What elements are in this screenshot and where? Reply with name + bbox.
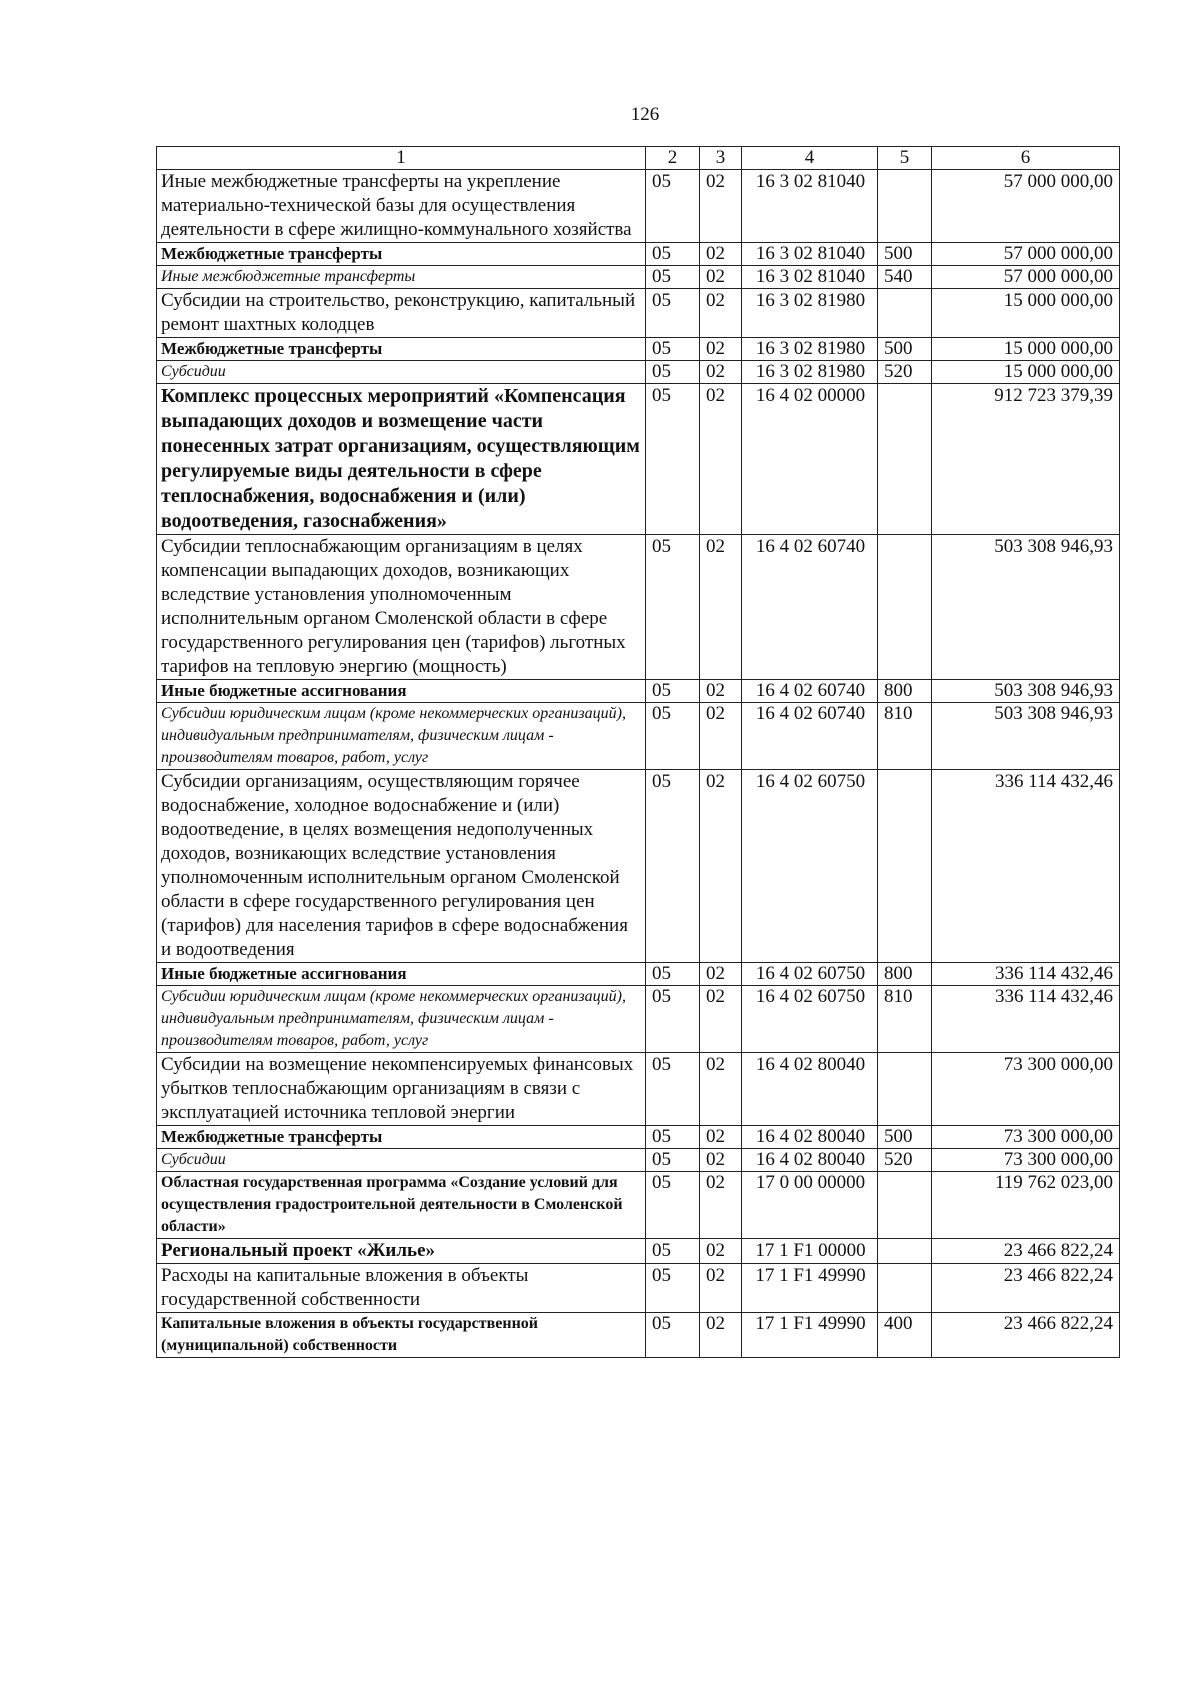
row-target-code: 16 4 02 60750: [742, 986, 878, 1053]
row-section-code: 05: [646, 1053, 700, 1126]
row-target-code: 16 3 02 81980: [742, 361, 878, 384]
table-row: [157, 1053, 1120, 1126]
row-section-code: 05: [646, 289, 700, 338]
row-amount: 15 000 000,00: [932, 338, 1120, 361]
table-row: [157, 1172, 1120, 1239]
row-subsection-code: 02: [700, 963, 742, 986]
table-row: [157, 1313, 1120, 1358]
row-name: Комплекс процессных мероприятий «Компенсация выпадающих доходов и возмещение части понесенных затрат организациям, осуществляющим регулируемые виды деятельности в сфере теплоснабжения, водоснабжения и (или) водоотведения, газоснабжения»: [157, 384, 646, 535]
row-subsection-code: 02: [700, 1053, 742, 1126]
row-amount: 15 000 000,00: [932, 289, 1120, 338]
row-expense-type-code: [878, 1264, 932, 1313]
row-expense-type-code: 520: [878, 361, 932, 384]
row-subsection-code: 02: [700, 1126, 742, 1149]
row-name: Межбюджетные трансферты: [157, 243, 646, 266]
row-name: Субсидии на строительство, реконструкцию, капитальный ремонт шахтных колодцев: [157, 289, 646, 338]
table-row: [157, 1126, 1120, 1149]
row-expense-type-code: [878, 535, 932, 680]
row-target-code: 16 3 02 81040: [742, 243, 878, 266]
row-expense-type-code: 800: [878, 680, 932, 703]
table-header-row: [157, 147, 1120, 170]
row-name: Иные бюджетные ассигнования: [157, 680, 646, 703]
row-expense-type-code: 500: [878, 1126, 932, 1149]
row-expense-type-code: [878, 770, 932, 963]
row-name: Субсидии на возмещение некомпенсируемых финансовых убытков теплоснабжающим организациям в связи с эксплуатацией источника тепловой энергии: [157, 1053, 646, 1126]
row-name: Иные межбюджетные трансферты на укрепление материально-технической базы для осуществления деятельности в сфере жилищно-коммунального хозяйства: [157, 170, 646, 243]
row-expense-type-code: [878, 1053, 932, 1126]
row-subsection-code: 02: [700, 1172, 742, 1239]
row-expense-type-code: 540: [878, 266, 932, 289]
row-amount: 57 000 000,00: [932, 266, 1120, 289]
table-row: [157, 1239, 1120, 1264]
row-amount: 119 762 023,00: [932, 1172, 1120, 1239]
row-target-code: 16 4 02 60740: [742, 680, 878, 703]
table-row: [157, 986, 1120, 1053]
row-amount: 23 466 822,24: [932, 1239, 1120, 1264]
table-body: [157, 147, 1120, 1358]
table-row: [157, 338, 1120, 361]
column-header: 5: [878, 147, 932, 170]
row-section-code: 05: [646, 680, 700, 703]
row-expense-type-code: 800: [878, 963, 932, 986]
row-expense-type-code: 810: [878, 703, 932, 770]
row-subsection-code: 02: [700, 680, 742, 703]
row-section-code: 05: [646, 535, 700, 680]
column-header: 2: [646, 147, 700, 170]
page-number: 126: [630, 104, 660, 125]
row-amount: 73 300 000,00: [932, 1053, 1120, 1126]
row-subsection-code: 02: [700, 535, 742, 680]
column-header: 4: [742, 147, 878, 170]
row-amount: 336 114 432,46: [932, 986, 1120, 1053]
row-name: Областная государственная программа «Создание условий для осуществления градостроительной деятельности в Смоленской области»: [157, 1172, 646, 1239]
row-name: Субсидии юридическим лицам (кроме некоммерческих организаций), индивидуальным предпринимателям, физическим лицам - производителям товаров, работ, услуг: [157, 703, 646, 770]
row-subsection-code: 02: [700, 384, 742, 535]
table-row: [157, 703, 1120, 770]
row-name: Расходы на капитальные вложения в объекты государственной собственности: [157, 1264, 646, 1313]
row-name: Субсидии юридическим лицам (кроме некоммерческих организаций), индивидуальным предпринимателям, физическим лицам - производителям товаров, работ, услуг: [157, 986, 646, 1053]
row-subsection-code: 02: [700, 266, 742, 289]
table-row: [157, 770, 1120, 963]
table-row: [157, 1264, 1120, 1313]
row-amount: 503 308 946,93: [932, 703, 1120, 770]
row-name: Региональный проект «Жилье»: [157, 1239, 646, 1264]
row-target-code: 17 1 F1 49990: [742, 1313, 878, 1358]
row-target-code: 17 1 F1 00000: [742, 1239, 878, 1264]
row-amount: 336 114 432,46: [932, 770, 1120, 963]
row-expense-type-code: [878, 1172, 932, 1239]
row-amount: 15 000 000,00: [932, 361, 1120, 384]
row-subsection-code: 02: [700, 361, 742, 384]
row-section-code: 05: [646, 703, 700, 770]
row-target-code: 16 4 02 60750: [742, 963, 878, 986]
row-expense-type-code: [878, 384, 932, 535]
row-section-code: 05: [646, 170, 700, 243]
table-row: [157, 361, 1120, 384]
table-row: [157, 266, 1120, 289]
row-name: Субсидии: [157, 1149, 646, 1172]
row-section-code: 05: [646, 384, 700, 535]
row-amount: 57 000 000,00: [932, 170, 1120, 243]
row-subsection-code: 02: [700, 770, 742, 963]
row-expense-type-code: [878, 170, 932, 243]
row-subsection-code: 02: [700, 986, 742, 1053]
row-target-code: 16 4 02 60750: [742, 770, 878, 963]
row-subsection-code: 02: [700, 1149, 742, 1172]
row-section-code: 05: [646, 361, 700, 384]
row-expense-type-code: 500: [878, 338, 932, 361]
table-row: [157, 289, 1120, 338]
row-subsection-code: 02: [700, 1313, 742, 1358]
row-section-code: 05: [646, 338, 700, 361]
row-amount: 23 466 822,24: [932, 1313, 1120, 1358]
row-section-code: 05: [646, 1264, 700, 1313]
row-section-code: 05: [646, 1239, 700, 1264]
column-header: 3: [700, 147, 742, 170]
row-name: Межбюджетные трансферты: [157, 338, 646, 361]
row-expense-type-code: [878, 1239, 932, 1264]
row-section-code: 05: [646, 266, 700, 289]
row-section-code: 05: [646, 1126, 700, 1149]
row-subsection-code: 02: [700, 170, 742, 243]
row-target-code: 16 4 02 60740: [742, 703, 878, 770]
row-target-code: 16 3 02 81040: [742, 170, 878, 243]
row-name: Субсидии теплоснабжающим организациям в целях компенсации выпадающих доходов, возникающих вследствие установления уполномоченным исполнительным органом Смоленской области в сфере государственного регулирования цен (тарифов) льготных тарифов на тепловую энергию (мощность): [157, 535, 646, 680]
row-expense-type-code: 500: [878, 243, 932, 266]
row-name: Иные межбюджетные трансферты: [157, 266, 646, 289]
table-row: [157, 535, 1120, 680]
row-amount: 23 466 822,24: [932, 1264, 1120, 1313]
row-expense-type-code: 810: [878, 986, 932, 1053]
row-section-code: 05: [646, 1313, 700, 1358]
row-section-code: 05: [646, 1149, 700, 1172]
row-expense-type-code: 520: [878, 1149, 932, 1172]
row-expense-type-code: [878, 289, 932, 338]
row-amount: 73 300 000,00: [932, 1149, 1120, 1172]
row-section-code: 05: [646, 243, 700, 266]
row-name: Иные бюджетные ассигнования: [157, 963, 646, 986]
row-target-code: 16 3 02 81040: [742, 266, 878, 289]
row-subsection-code: 02: [700, 338, 742, 361]
row-target-code: 16 4 02 00000: [742, 384, 878, 535]
table-row: [157, 170, 1120, 243]
row-target-code: 16 4 02 80040: [742, 1053, 878, 1126]
row-expense-type-code: 400: [878, 1313, 932, 1358]
row-subsection-code: 02: [700, 703, 742, 770]
row-name: Субсидии организациям, осуществляющим горячее водоснабжение, холодное водоснабжение и (или) водоотведение, в целях возмещения недополученных доходов, возникающих вследствие установления уполномоченным исполнительным органом Смоленской области в сфере государственного регулирования цен (тарифов) для населения тарифов в сфере водоснабжения и водоотведения: [157, 770, 646, 963]
row-section-code: 05: [646, 770, 700, 963]
row-name: Межбюджетные трансферты: [157, 1126, 646, 1149]
row-target-code: 16 4 02 80040: [742, 1126, 878, 1149]
row-amount: 57 000 000,00: [932, 243, 1120, 266]
table-row: [157, 963, 1120, 986]
row-amount: 503 308 946,93: [932, 535, 1120, 680]
row-section-code: 05: [646, 963, 700, 986]
row-subsection-code: 02: [700, 1239, 742, 1264]
row-target-code: 16 4 02 60740: [742, 535, 878, 680]
budget-table: [156, 146, 1120, 1358]
row-target-code: 16 4 02 80040: [742, 1149, 878, 1172]
table-row: [157, 680, 1120, 703]
row-name: Капитальные вложения в объекты государственной (муниципальной) собственности: [157, 1313, 646, 1358]
row-target-code: 17 1 F1 49990: [742, 1264, 878, 1313]
row-target-code: 16 3 02 81980: [742, 289, 878, 338]
row-name: Субсидии: [157, 361, 646, 384]
row-section-code: 05: [646, 986, 700, 1053]
table-row: [157, 384, 1120, 535]
row-amount: 336 114 432,46: [932, 963, 1120, 986]
column-header: 6: [932, 147, 1120, 170]
table-row: [157, 243, 1120, 266]
row-amount: 503 308 946,93: [932, 680, 1120, 703]
row-subsection-code: 02: [700, 1264, 742, 1313]
row-section-code: 05: [646, 1172, 700, 1239]
row-amount: 912 723 379,39: [932, 384, 1120, 535]
row-target-code: 16 3 02 81980: [742, 338, 878, 361]
row-subsection-code: 02: [700, 289, 742, 338]
row-subsection-code: 02: [700, 243, 742, 266]
row-target-code: 17 0 00 00000: [742, 1172, 878, 1239]
column-header: 1: [157, 147, 646, 170]
row-amount: 73 300 000,00: [932, 1126, 1120, 1149]
table-row: [157, 1149, 1120, 1172]
